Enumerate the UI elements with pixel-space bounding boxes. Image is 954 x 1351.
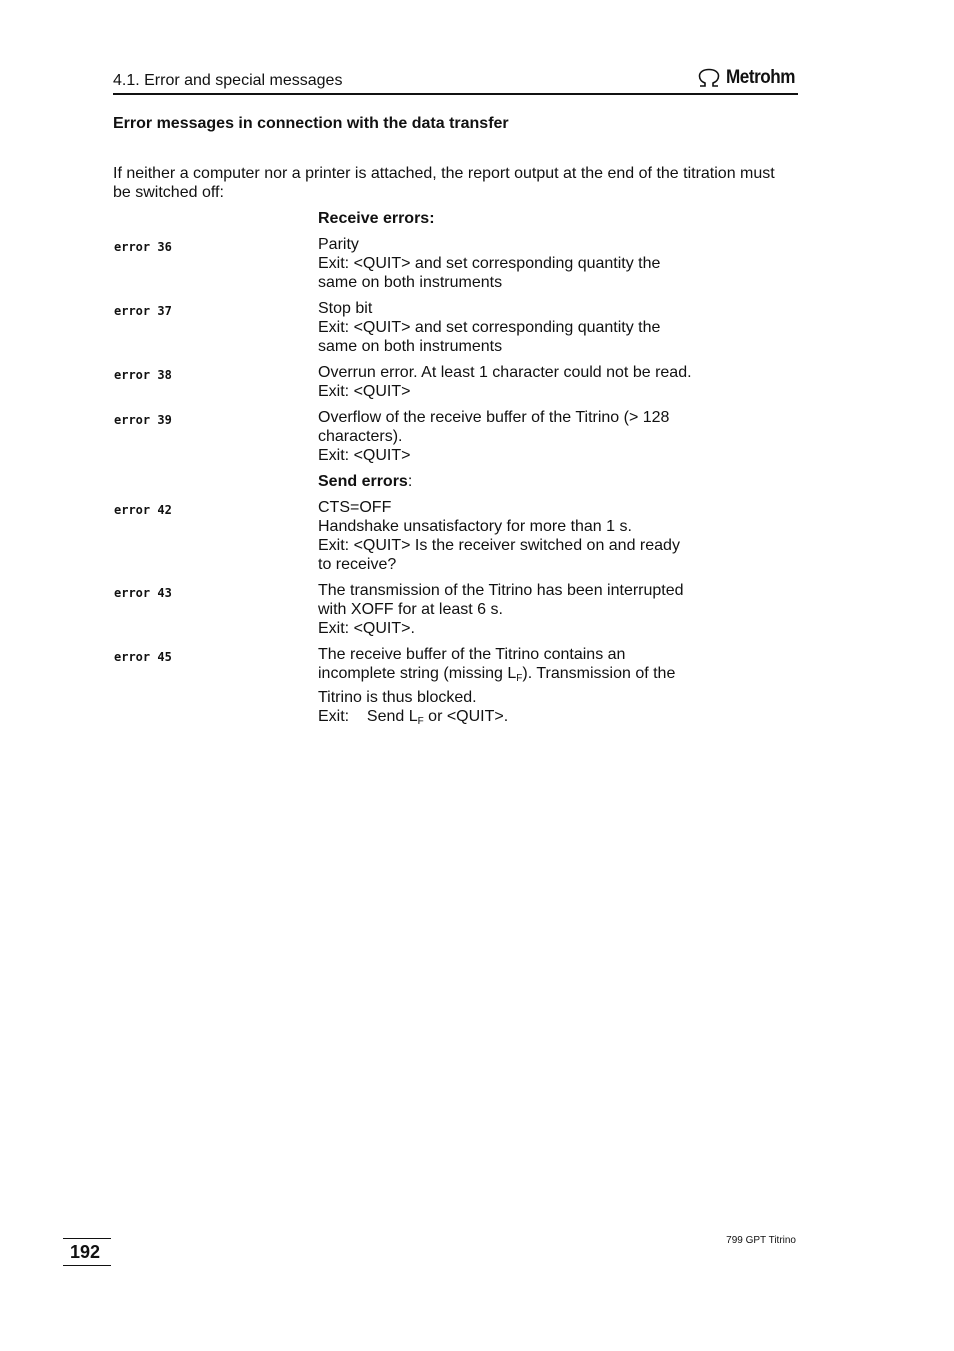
error-description [318, 498, 738, 574]
description-line: with XOFF for at least 6 s. [318, 601, 503, 618]
description-line: Overflow of the receive buffer of the Titrino (> 128 [318, 409, 670, 426]
description-line: Exit: <QUIT>. [318, 620, 415, 637]
header-section-title: 4.1. Error and special messages [113, 72, 343, 89]
error-description [318, 645, 738, 731]
description-line: The receive buffer of the Titrino contains an [318, 646, 626, 663]
section-heading: Error messages in connection with the data transfer [113, 115, 509, 132]
subscript: F [516, 673, 523, 684]
error-code: error 39 [114, 413, 172, 427]
send-errors-colon: : [407, 473, 413, 490]
error-code: error 42 [114, 503, 172, 517]
error-code: error 36 [114, 240, 172, 254]
text-fragment: incomplete string (missing L [318, 665, 517, 682]
description-line: same on both instruments [318, 274, 503, 291]
description-line: same on both instruments [318, 338, 503, 355]
error-code: error 38 [114, 368, 172, 382]
description-line: Handshake unsatisfactory for more than 1 s. [318, 518, 632, 535]
description-line: Exit: <QUIT> and set corresponding quantity the [318, 255, 661, 272]
error-code: error 45 [114, 650, 172, 664]
description-line: The transmission of the Titrino has been interrupted [318, 582, 684, 599]
description-line: Titrino is thus blocked. [318, 689, 477, 706]
receive-errors-heading: Receive errors: [318, 210, 435, 227]
logo-text: Metrohm [726, 67, 796, 88]
footer-product-name: 799 GPT Titrino [726, 1235, 796, 1246]
metrohm-logo [696, 66, 803, 90]
omega-icon [696, 68, 722, 88]
send-errors-label: Send errors [318, 473, 408, 490]
page-number-box [63, 1238, 111, 1266]
description-line: characters). [318, 428, 403, 445]
text-fragment: Exit: Send L [318, 708, 418, 725]
header-rule [113, 93, 798, 95]
error-description [318, 363, 738, 401]
description-line: Exit: <QUIT> [318, 383, 411, 400]
error-code: error 37 [114, 304, 172, 318]
page-number: 192 [70, 1242, 101, 1262]
description-line [318, 707, 738, 731]
error-description [318, 581, 738, 638]
text-fragment: or <QUIT>. [423, 708, 509, 725]
send-errors-heading [318, 472, 412, 491]
error-description [318, 408, 738, 465]
intro-paragraph: If neither a computer nor a printer is attached, the report output at the end of the titration must be switched off: [113, 165, 775, 201]
description-line: Exit: <QUIT> [318, 447, 411, 464]
description-line [318, 664, 738, 688]
description-line: Exit: <QUIT> Is the receiver switched on and ready [318, 537, 680, 554]
error-code: error 43 [114, 586, 172, 600]
error-description [318, 235, 738, 292]
description-line: Exit: <QUIT> and set corresponding quantity the [318, 319, 661, 336]
description-line: Overrun error. At least 1 character could not be read. [318, 364, 692, 381]
error-description [318, 299, 738, 356]
description-line: Parity [318, 236, 359, 253]
description-line: CTS=OFF [318, 499, 392, 516]
description-line: Stop bit [318, 300, 373, 317]
subscript: F [417, 716, 424, 727]
description-line: to receive? [318, 556, 397, 573]
text-fragment: ). Transmission of the [522, 665, 676, 682]
